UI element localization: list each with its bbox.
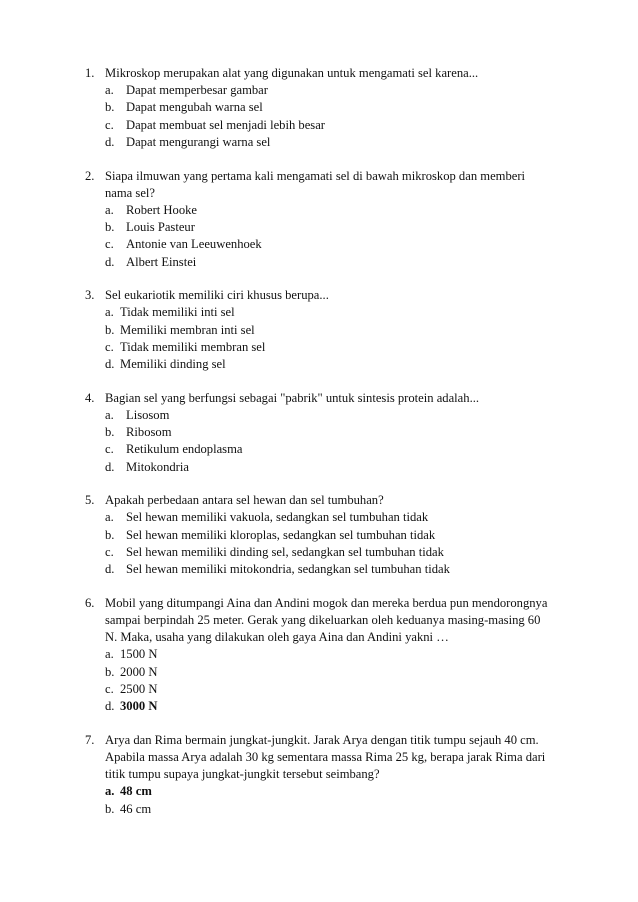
question-1 (85, 65, 578, 151)
question-number: 4. (85, 390, 95, 405)
option-text: Lisosom (126, 407, 170, 422)
option-text: Tidak memiliki inti sel (120, 305, 235, 320)
option-d (105, 134, 578, 151)
option-text: Sel hewan memiliki dinding sel, sedangkan sel tumbuhan tidak (126, 544, 444, 559)
option-a (105, 407, 578, 424)
option-text-answer: 48 cm (120, 784, 152, 799)
option-letter: d. (105, 459, 115, 474)
option-letter: c. (105, 681, 114, 696)
question-text: Apakah perbedaan antara sel hewan dan sel tumbuhan? (105, 493, 384, 508)
option-letter: a. (105, 407, 114, 422)
option-letter: a. (105, 784, 115, 799)
question-text-continued: Apabila massa Arya adalah 30 kg sementara massa Rima 25 kg, berapa jarak Rima dari (105, 749, 546, 764)
option-a (105, 202, 578, 219)
option-text: Dapat mengurangi warna sel (126, 134, 271, 149)
option-letter: d. (105, 357, 115, 372)
option-d (105, 254, 578, 271)
option-letter: c. (105, 442, 114, 457)
option-a (105, 82, 578, 99)
question-text-continued: sampai berpindah 25 meter. Gerak yang dikeluarkan oleh keduanya masing-masing 60 (105, 612, 541, 627)
option-text: Retikulum endoplasma (126, 442, 243, 457)
question-text-continued: nama sel? (105, 185, 155, 200)
option-b (105, 322, 578, 339)
option-letter: a. (105, 510, 114, 525)
option-text: 1500 N (120, 647, 158, 662)
question-number: 2. (85, 168, 95, 183)
option-c (105, 339, 578, 356)
question-text-continued: titik tumpu supaya jungkat-jungkit tersebut seimbang? (105, 767, 380, 782)
option-letter: c. (105, 339, 114, 354)
option-text: Memiliki dinding sel (120, 357, 226, 372)
option-letter: c. (105, 544, 114, 559)
option-letter: b. (105, 425, 115, 440)
option-letter: b. (105, 801, 115, 816)
option-d (105, 459, 578, 476)
question-text: Mikroskop merupakan alat yang digunakan untuk mengamati sel karena... (105, 66, 479, 80)
question-number: 1. (85, 66, 95, 80)
option-letter: d. (105, 562, 115, 577)
option-a (105, 509, 578, 526)
option-text: Albert Einstei (126, 254, 197, 269)
option-c (105, 544, 578, 561)
question-6 (85, 595, 578, 715)
option-letter: c. (105, 117, 114, 132)
option-list (85, 202, 578, 271)
question-text: Siapa ilmuwan yang pertama kali mengamati sel di bawah mikroskop dan memberi (105, 168, 526, 183)
option-c (105, 681, 578, 698)
option-list (85, 82, 578, 151)
option-a (105, 646, 578, 663)
option-list (85, 783, 578, 817)
option-text: Dapat membuat sel menjadi lebih besar (126, 117, 325, 132)
option-letter: a. (105, 202, 114, 217)
option-text: Robert Hooke (126, 202, 197, 217)
option-c (105, 236, 578, 253)
option-text: Mitokondria (126, 459, 189, 474)
option-letter: b. (105, 527, 115, 542)
option-text: Sel hewan memiliki kloroplas, sedangkan sel tumbuhan tidak (126, 527, 436, 542)
option-text: Memiliki membran inti sel (120, 322, 255, 337)
question-text: Sel eukariotik memiliki ciri khusus berupa... (105, 288, 329, 303)
option-a-answer (105, 783, 578, 800)
option-letter: d. (105, 134, 115, 149)
option-text: 2500 N (120, 681, 158, 696)
option-letter: b. (105, 100, 115, 115)
option-list (85, 304, 578, 373)
option-b (105, 527, 578, 544)
question-4 (85, 390, 578, 476)
option-letter: d. (105, 699, 115, 713)
option-c (105, 441, 578, 458)
question-number: 3. (85, 288, 95, 303)
question-text: Mobil yang ditumpangi Aina dan Andini mogok dan mereka berdua pun mendorongnya (105, 595, 548, 610)
option-letter: d. (105, 254, 115, 269)
question-7 (85, 732, 578, 818)
option-letter: a. (105, 647, 114, 662)
option-text: Sel hewan memiliki mitokondria, sedangkan sel tumbuhan tidak (126, 562, 450, 577)
option-d (105, 561, 578, 578)
option-a (105, 304, 578, 321)
option-letter: a. (105, 83, 114, 98)
option-letter: b. (105, 322, 115, 337)
option-text: 46 cm (120, 801, 152, 816)
option-text: Tidak memiliki membran sel (120, 339, 266, 354)
option-list (85, 509, 578, 578)
option-d (105, 356, 578, 373)
option-list (85, 407, 578, 476)
option-text: Ribosom (126, 425, 172, 440)
option-d-answer (105, 698, 578, 715)
option-b (105, 424, 578, 441)
option-letter: b. (105, 664, 115, 679)
option-text: Antonie van Leeuwenhoek (126, 237, 262, 252)
question-number: 7. (85, 732, 95, 747)
question-3 (85, 287, 578, 373)
option-letter: c. (105, 237, 114, 252)
question-text-continued: N. Maka, usaha yang dilakukan oleh gaya Aina dan Andini yakni … (105, 630, 449, 645)
option-b (105, 801, 578, 818)
option-text: Dapat memperbesar gambar (126, 83, 268, 98)
option-b (105, 664, 578, 681)
question-text: Bagian sel yang berfungsi sebagai "pabrik" untuk sintesis protein adalah... (105, 390, 480, 405)
option-list (85, 646, 578, 715)
option-letter: a. (105, 305, 114, 320)
option-text: Dapat mengubah warna sel (126, 100, 263, 115)
question-number: 6. (85, 595, 95, 610)
question-2 (85, 168, 578, 271)
option-text: Sel hewan memiliki vakuola, sedangkan sel tumbuhan tidak (126, 510, 429, 525)
option-letter: b. (105, 220, 115, 235)
option-c (105, 117, 578, 134)
option-text-answer: 3000 N (120, 699, 158, 713)
question-text: Arya dan Rima bermain jungkat-jungkit. Jarak Arya dengan titik tumpu sejauh 40 cm. (105, 732, 539, 747)
option-b (105, 99, 578, 116)
option-text: 2000 N (120, 664, 158, 679)
option-text: Louis Pasteur (126, 220, 195, 235)
question-number: 5. (85, 493, 95, 508)
option-b (105, 219, 578, 236)
question-5 (85, 492, 578, 578)
